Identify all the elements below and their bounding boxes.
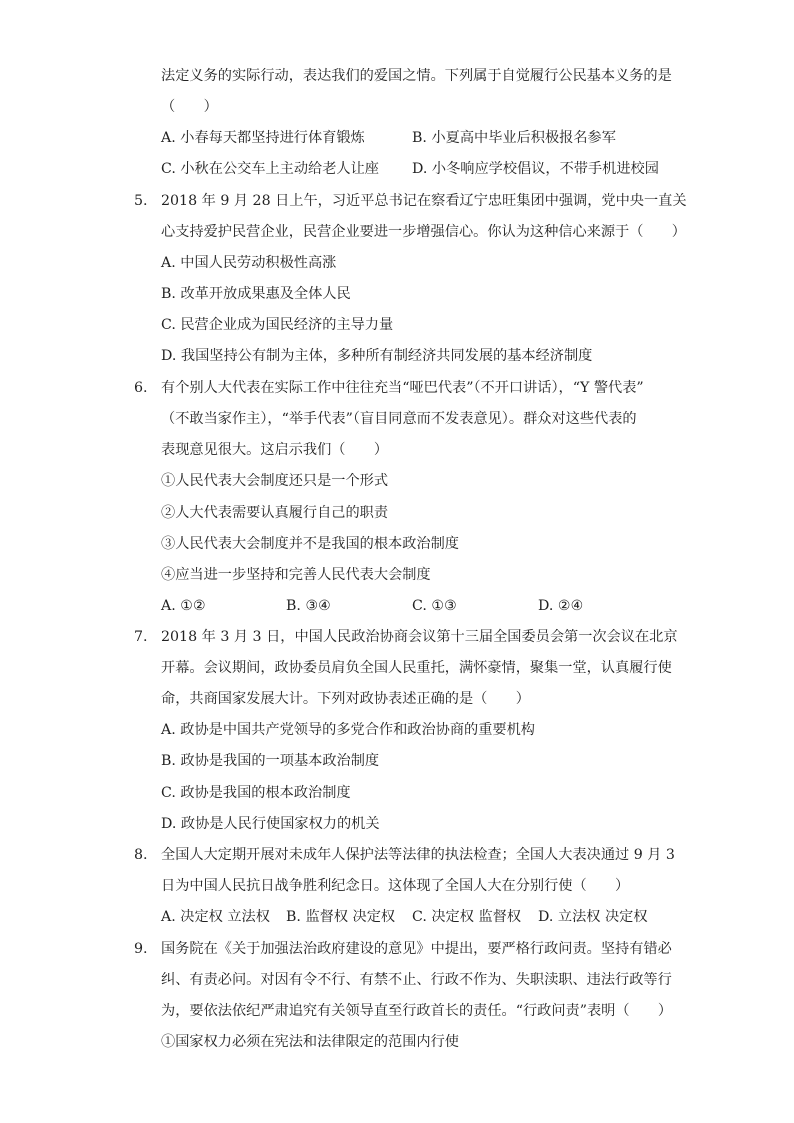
question-6-statement-1: ①人民代表大会制度还只是一个形式	[161, 473, 389, 489]
question-8-stem-line-1: 全国人大定期开展对未成年人保护法等法律的执法检查；全国人大表决通过 9 月 3	[161, 847, 675, 863]
question-4-option-c: C. 小秋在公交车上主动给老人让座	[161, 161, 379, 177]
question-8-stem-line-2: 日为中国人民抗日战争胜利纪念日。这体现了全国人大在分别行使（ ）	[161, 878, 630, 894]
question-7-option-c: C. 政协是我国的根本政治制度	[161, 785, 351, 801]
question-5-stem-line-1: 2018 年 9 月 28 日上午，习近平总书记在察看辽宁忠旺集团中强调，党中央一直关	[161, 193, 687, 209]
question-6-stem-line-2: （不敢当家作主），“举手代表”（盲目同意而不发表意见）。群众对这些代表的	[161, 411, 637, 427]
question-6-number: 6.	[134, 380, 148, 396]
question-7-number: 7.	[134, 629, 148, 645]
question-9-statement-1: ①国家权力必须在宪法和法律限定的范围内行使	[161, 1034, 459, 1050]
question-5-option-d: D. 我国坚持公有制为主体，多种所有制经济共同发展的基本经济制度	[161, 348, 593, 364]
question-5-option-c: C. 民营企业成为国民经济的主导力量	[161, 317, 394, 333]
question-5-option-a: A. 中国人民劳动积极性高涨	[161, 255, 337, 271]
question-6-stem-line-3: 表现意见很大。这启示我们（ ）	[161, 442, 389, 458]
question-8-option-b: B. 监督权 决定权	[286, 909, 396, 925]
question-6-stem-line-1: 有个别人大代表在实际工作中往往充当“哑巴代表”（不开口讲话），“Y 警代表”	[161, 380, 644, 396]
question-5-option-b: B. 改革开放成果惠及全体人民	[161, 286, 351, 302]
question-9-stem-line-1: 国务院在《关于加强法治政府建设的意见》中提出，要严格行政问责。坚持有错必	[161, 941, 672, 957]
question-4-option-a: A. 小春每天都坚持进行体育锻炼	[161, 130, 365, 146]
question-5-stem-line-2: 心支持爱护民营企业，民营企业要进一步增强信心。你认为这种信心来源于（ ）	[161, 224, 686, 240]
question-6-option-d: D. ②④	[538, 598, 584, 614]
question-8-option-d: D. 立法权 决定权	[538, 909, 648, 925]
question-7-option-d: D. 政协是人民行使国家权力的机关	[161, 816, 380, 832]
question-9-stem-line-2: 纠、有责必问。对因有令不行、有禁不止、行政不作为、失职渎职、违法行政等行	[161, 972, 672, 988]
question-5-number: 5.	[134, 193, 148, 209]
question-7-option-a: A. 政协是中国共产党领导的多党合作和政治协商的重要机构	[161, 722, 535, 738]
question-7-stem-line-2: 开幕。会议期间，政协委员肩负全国人民重托，满怀豪情，聚集一堂，认真履行使	[161, 660, 672, 676]
question-7-stem-line-1: 2018 年 3 月 3 日，中国人民政治协商会议第十三届全国委员会第一次会议在北京	[161, 629, 678, 645]
question-8-option-c: C. 决定权 监督权	[412, 909, 522, 925]
question-4-option-d: D. 小冬响应学校倡议，不带手机进校园	[412, 161, 659, 177]
question-9-number: 9.	[134, 941, 148, 957]
question-6-statement-3: ③人民代表大会制度并不是我国的根本政治制度	[161, 536, 459, 552]
question-6-option-b: B. ③④	[286, 598, 331, 614]
question-8-number: 8.	[134, 847, 148, 863]
question-4-blank: （ ）	[161, 99, 218, 115]
question-6-statement-4: ④应当进一步坚持和完善人民代表大会制度	[161, 567, 431, 583]
question-7-stem-line-3: 命，共商国家发展大计。下列对政协表述正确的是（ ）	[161, 691, 530, 707]
question-8-option-a: A. 决定权 立法权	[161, 909, 270, 925]
question-6-option-a: A. ①②	[161, 598, 206, 614]
question-6-statement-2: ②人大代表需要认真履行自己的职责	[161, 505, 389, 521]
question-9-stem-line-3: 为，要依法依纪严肃追究有关领导直至行政首长的责任。“行政问责”表明（ ）	[161, 1003, 673, 1019]
question-6-option-c: C. ①③	[412, 598, 457, 614]
question-4-option-b: B. 小夏高中毕业后积极报名参军	[412, 130, 616, 146]
question-4-stem-line: 法定义务的实际行动，表达我们的爱国之情。下列属于自觉履行公民基本义务的是	[161, 68, 672, 84]
question-7-option-b: B. 政协是我国的一项基本政治制度	[161, 753, 380, 769]
